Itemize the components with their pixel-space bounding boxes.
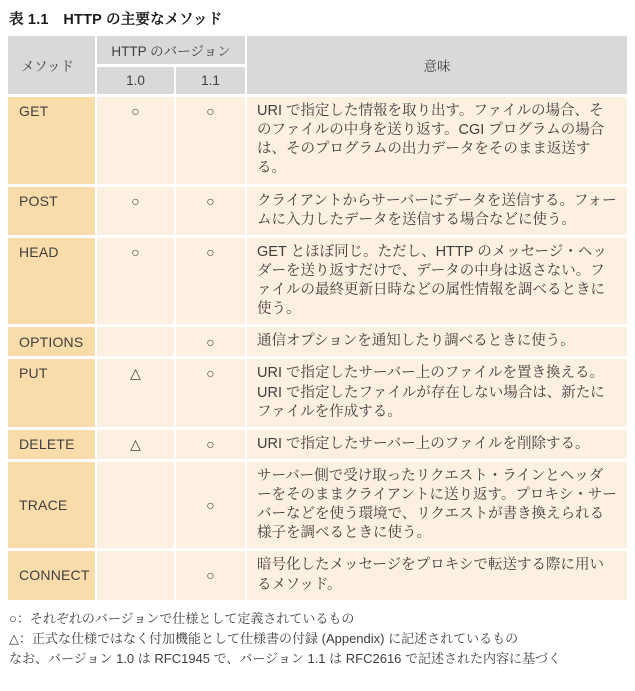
http-1-0-support-mark <box>97 327 174 356</box>
method-name: OPTIONS <box>8 327 95 356</box>
http-1-1-support-mark: ○ <box>176 97 245 184</box>
header-row-1 <box>8 36 627 64</box>
http-1-0-support-mark: ○ <box>97 238 174 325</box>
header-version-1-0: 1.0 <box>97 67 174 94</box>
table-row <box>8 187 627 235</box>
table-row <box>8 551 627 599</box>
http-1-0-support-mark <box>97 462 174 549</box>
method-name: HEAD <box>8 238 95 325</box>
method-name: POST <box>8 187 95 235</box>
table-row <box>8 462 627 549</box>
footnote-circle-legend: ○：それぞれのバージョンで仕様として定義されているもの <box>9 610 355 626</box>
http-1-1-support-mark: ○ <box>176 187 245 235</box>
http-1-1-support-mark: ○ <box>176 430 245 459</box>
http-1-0-support-mark: ○ <box>97 187 174 235</box>
table-body <box>8 97 627 600</box>
http-1-1-support-mark: ○ <box>176 359 245 426</box>
http-1-1-support-mark: ○ <box>176 551 245 599</box>
table-caption: 表 1.1 HTTP の主要なメソッド <box>9 12 223 28</box>
header-meaning: 意味 <box>247 36 627 94</box>
method-description: 暗号化したメッセージをプロキシで転送する際に用いるメソッド。 <box>247 551 627 599</box>
http-1-0-support-mark: △ <box>97 359 174 426</box>
method-description: サーバー側で受け取ったリクエスト・ラインとヘッダーをそのままクライアントに送り返す。プロキシ・サーバーなどを使う環境で、リクエストが書き換えられる様子を調べるときに使う。 <box>247 462 627 549</box>
http-1-0-support-mark: △ <box>97 430 174 459</box>
method-description: URI で指定したサーバー上のファイルを削除する。 <box>247 430 627 459</box>
http-1-0-support-mark: ○ <box>97 97 174 184</box>
method-description: URI で指定したサーバー上のファイルを置き換える。URI で指定したファイルが存在しない場合は、新たにファイルを作成する。 <box>247 359 627 426</box>
http-1-1-support-mark: ○ <box>176 327 245 356</box>
method-description: GET とほぼ同じ。ただし、HTTP のメッセージ・ヘッダーを送り返すだけで、データの中身は返さない。ファイルの最終更新日時などの属性情報を調べるときに使う。 <box>247 238 627 325</box>
http-1-1-support-mark: ○ <box>176 462 245 549</box>
table-row <box>8 359 627 426</box>
footnotes <box>0 603 635 669</box>
method-description: URI で指定した情報を取り出す。ファイルの場合、そのファイルの中身を送り返す。CGI プログラムの場合は、そのプログラムの出力データをそのまま返送する。 <box>247 97 627 184</box>
http-1-0-support-mark <box>97 551 174 599</box>
method-description: 通信オプションを通知したり調べるときに使う。 <box>247 327 627 356</box>
table-header <box>8 36 627 94</box>
table-row <box>8 238 627 325</box>
method-name: GET <box>8 97 95 184</box>
footnote-rfc-note: なお、バージョン 1.0 は RFC1945 で、バージョン 1.1 は RFC2616 で記述された内容に基づく <box>9 650 562 666</box>
method-description: クライアントからサーバーにデータを送信する。フォームに入力したデータを送信する場合などに使う。 <box>247 187 627 235</box>
header-version-1-1: 1.1 <box>176 67 245 94</box>
method-name: CONNECT <box>8 551 95 599</box>
method-name: TRACE <box>8 462 95 549</box>
method-name: PUT <box>8 359 95 426</box>
http-1-1-support-mark: ○ <box>176 238 245 325</box>
method-name: DELETE <box>8 430 95 459</box>
header-method: メソッド <box>8 36 95 94</box>
table-row <box>8 327 627 356</box>
footnote-triangle-legend: △：正式な仕様ではなく付加機能として仕様書の付録 (Appendix) に記述されているもの <box>9 630 519 646</box>
table-row <box>8 97 627 184</box>
http-methods-table <box>6 33 629 603</box>
header-http-version: HTTP のバージョン <box>97 36 245 64</box>
table-row <box>8 430 627 459</box>
